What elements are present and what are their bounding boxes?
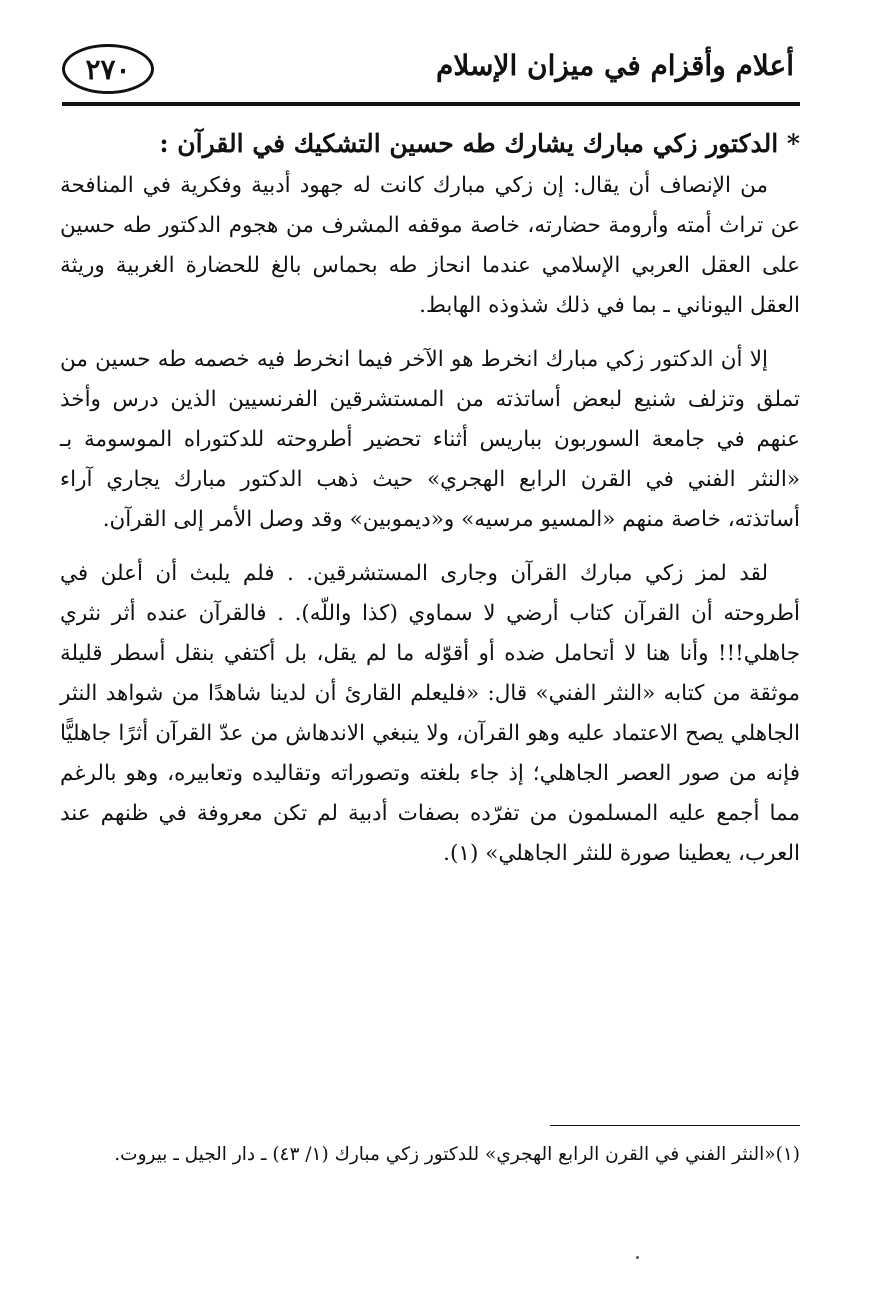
section-heading: * الدكتور زكي مبارك يشارك طه حسين التشكيك في القرآن : xyxy=(159,129,800,158)
page-number-badge: ٢٧٠ xyxy=(62,44,154,94)
page-header xyxy=(62,42,800,104)
running-title: أعلام وأقزام في ميزان الإسلام xyxy=(436,49,794,82)
footnote-divider xyxy=(550,1125,800,1126)
header-divider xyxy=(62,102,800,106)
paragraph-2: إلا أن الدكتور زكي مبارك انخرط هو الآخر فيما انخرط فيه خصمه طه حسين من تملق وتزلف شنيع لبعض أساتذته من المستشرقين الفرنسيين الذين درس وأخذ عنهم في جامعة السوربون بباريس أثناء تحضير أطروحته للدكتوراه الموسومة بـ «النثر الفني في القرن الرابع الهجري» حيث ذهب الدكتور مبارك يجاري آراء أساتذته، خاصة منهم «المسيو مرسيه» و«ديموبين» وقد وصل الأمر إلى القرآن. xyxy=(60,347,800,532)
page-body xyxy=(60,122,800,1166)
footnote: (١)«النثر الفني في القرن الرابع الهجري» للدكتور زكي مبارك (١/ ٤٣) ـ دار الجيل ـ بيروت. xyxy=(114,1144,800,1165)
paragraph-3: لقد لمز زكي مبارك القرآن وجارى المستشرقين. . فلم يلبث أن أعلن في أطروحته أن القرآن كتاب أرضي لا سماوي (كذا واللّه). . فالقرآن عنده أثر نثري جاهلي!!! وأنا هنا لا أتحامل ضده أو أقوّله ما لم يقل، بل أكتفي بنقل أسطر قليلة موثقة من كتابه «النثر الفني» قال: «فليعلم القارئ أن لدينا شاهدًا من شواهد النثر الجاهلي يصح الاعتماد عليه وهو القرآن، ولا ينبغي الاندهاش من عدّ القرآن أثرًا جاهليًّا فإنه من صور العصر الجاهلي؛ إذ جاء بلغته وتصوراته وتقاليده وتعابيره، وهو بالرغم مما أجمع عليه المسلمون من تفرّده بصفات أدبية لم تكن معروفة في ظنهم عند العرب، يعطينا صورة للنثر الجاهلي» (١). xyxy=(60,561,800,866)
print-speck xyxy=(636,1256,639,1259)
paragraph-1: من الإنصاف أن يقال: إن زكي مبارك كانت له جهود أدبية وفكرية في المنافحة عن تراث أمته وأرومة حضارته، خاصة موقفه المشرف من هجوم الدكتور طه حسين على العقل العربي الإسلامي عندما انحاز طه بحماس بالغ للحضارة الغربية وريثة العقل اليوناني ـ بما في ذلك شذوذه الهابط. xyxy=(60,173,800,318)
